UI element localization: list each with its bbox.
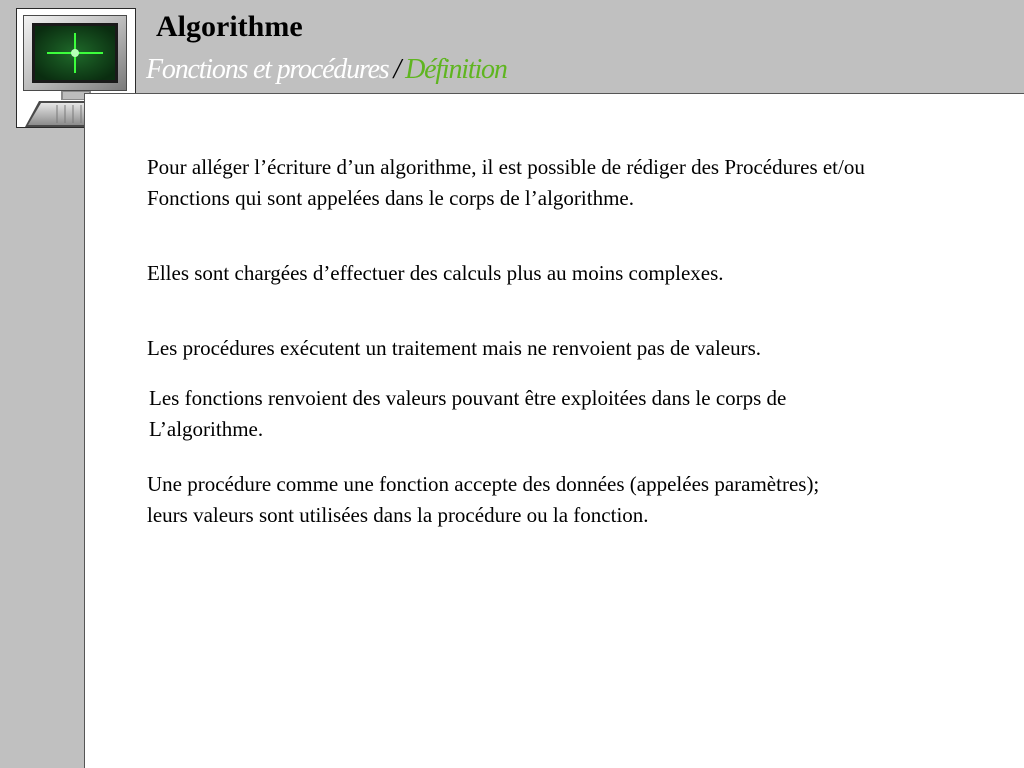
paragraph-line: Les fonctions renvoient des valeurs pouvant être exploitées dans le corps de	[149, 386, 787, 410]
page-title: Algorithme	[156, 10, 303, 43]
paragraph-line: Une procédure comme une fonction accepte des données (appelées paramètres);	[147, 472, 820, 496]
paragraph-fonctions	[149, 383, 786, 445]
breadcrumb-section: Fonctions et procédures	[146, 54, 389, 85]
paragraph-line: Les procédures exécutent un traitement mais ne renvoient pas de valeurs.	[147, 336, 762, 360]
breadcrumb	[146, 50, 507, 90]
paragraph-line: leurs valeurs sont utilisées dans la procédure ou la fonction.	[147, 503, 649, 527]
breadcrumb-current: Définition	[405, 54, 507, 85]
paragraph-parametres	[147, 469, 819, 531]
paragraph-procedures	[147, 333, 761, 364]
paragraph-calculs	[147, 258, 724, 289]
breadcrumb-separator: /	[393, 54, 401, 85]
content-panel	[84, 93, 1024, 768]
paragraph-line: Fonctions qui sont appelées dans le corps de l’algorithme.	[147, 186, 634, 210]
paragraph-line: Pour alléger l’écriture d’un algorithme, il est possible de rédiger des Procédures et/ou	[147, 155, 865, 179]
paragraph-line: Elles sont chargées d’effectuer des calculs plus au moins complexes.	[147, 261, 724, 285]
paragraph-line: L’algorithme.	[149, 417, 264, 441]
paragraph-definition	[147, 152, 865, 214]
